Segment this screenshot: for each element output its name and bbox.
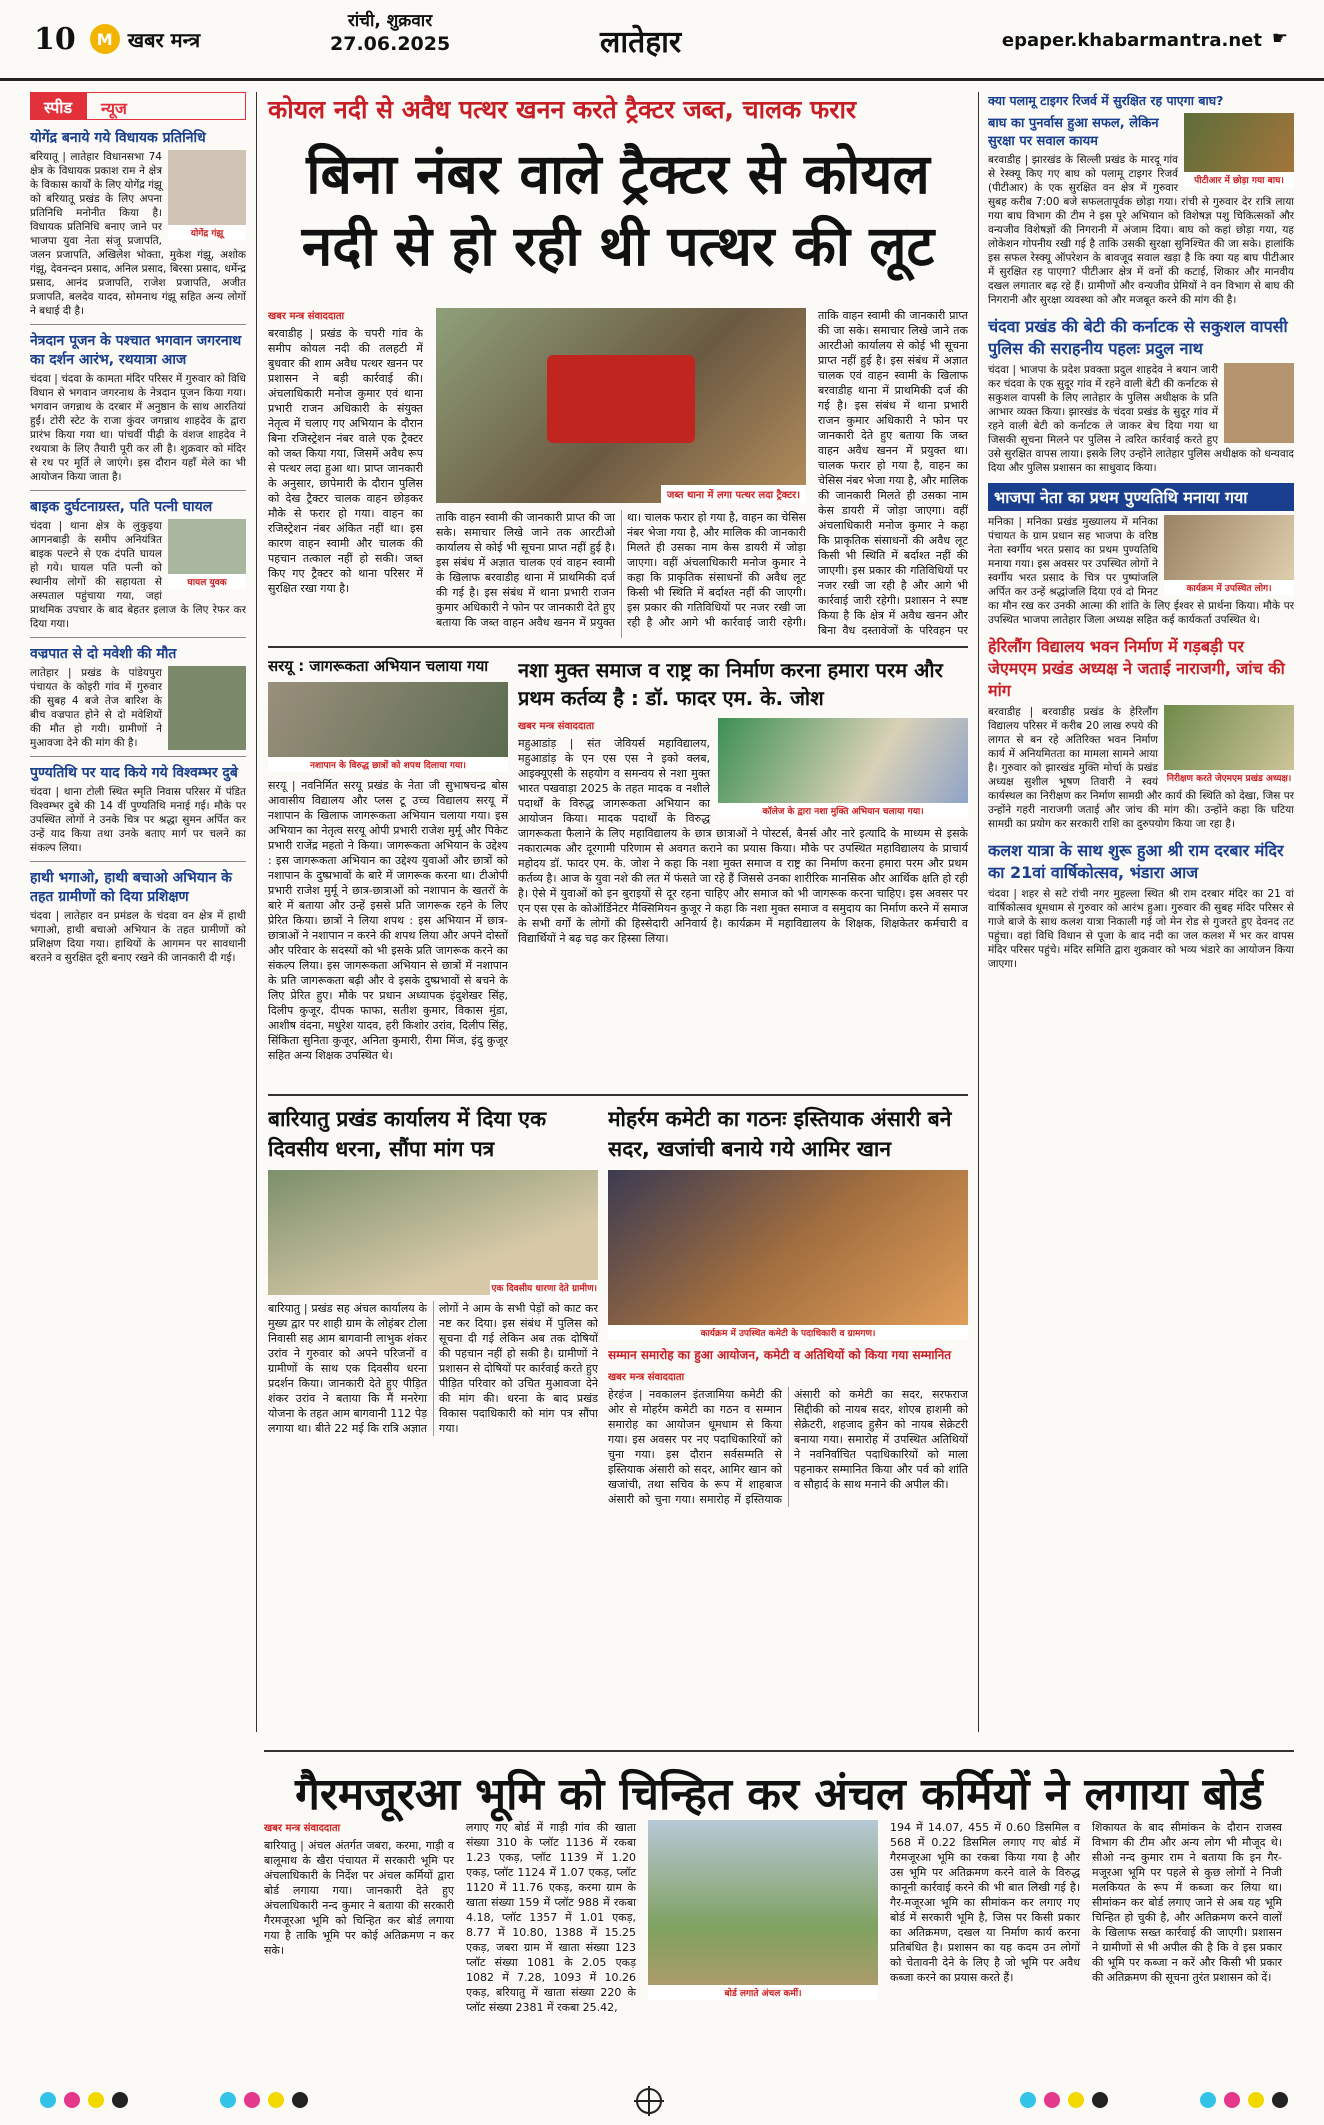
byline: खबर मन्त्र संवाददाता bbox=[608, 1372, 685, 1383]
board-story bbox=[264, 1820, 1294, 2080]
cyan-dot bbox=[1200, 2092, 1216, 2108]
tractor-photo bbox=[436, 308, 806, 503]
school-headline: हेरिलौंग विद्यालय भवन निर्माण में गड़बड़ी पर जेएमएम प्रखंड अध्यक्ष ने जताई नाराजगी, जांच की मांग bbox=[988, 637, 1285, 700]
bjp-headline: भाजपा नेता का प्रथम पुण्यतिथि मनाया गया bbox=[988, 483, 1294, 511]
brief-text: चंदवा | थाना क्षेत्र के लुकुइया आगनबाड़ी के समीप अनियंत्रित बाइक पल्टने से एक दंपति घायल हो गये। घायल पति पत्नी को स्थानीय लोगों की सहायता से अस्पताल पहुंचाया गया, जहां प्राथमिक उपचार के बाद बेहतर इलाज के लिए रेफर कर दिया गया। bbox=[30, 520, 246, 630]
divider bbox=[268, 646, 968, 648]
yellow-dot bbox=[88, 2092, 104, 2108]
lead-column-1 bbox=[268, 308, 423, 638]
brief-item bbox=[30, 763, 246, 855]
speed-news-tab bbox=[30, 92, 246, 120]
board-text-4: शिकायत के बाद सीमांकन के दौरान राजस्व विभाग की टीम और अन्य लोग भी मौजूद थे। सीओ नन्द कुमार राम ने बताया कि इन गैर-मजूरआ भूमि पर पहले से कुछ लोगों ने निजी मलकियत के रूप में कब्जा कर लिया था। सीमांकन कर बोर्ड लगाए जाने से अब यह भूमि चिन्हित हो चुकी है, और अतिक्रमण करने वालों के खिलाफ सख्त कार्रवाई की जाएगी। प्रशासन ने ग्रामीणों से भी अपील की है कि वे इस प्रकार की भूमि पर कब्जा न करें और किसी भी प्रकार की अतिक्रमण की सूचना तुरंत प्रशासन को दें। bbox=[1092, 1821, 1282, 1984]
cattle-photo bbox=[168, 666, 246, 750]
board-text-1: बारियातु | अंचल अंतर्गत जबरा, करमा, गाड़ी व बालूमाथ के खैरा पंचायत में सरकारी भूमि पर अंचलाधिकारी के निर्देश पर अंचल कर्मियों द्वारा बोर्ड लगाया गया। जानकारी देते हुए अंचलाधिकारी नन्द कुमार ने बताया की सरकारी गैरमजूरआ भूमि को चिन्हित कर बोर्ड लगाया गया है ताकि भूमि पर कोई अतिक्रमण न कर सके। bbox=[264, 1839, 454, 1957]
board-headline: गैरमजूरआ भूमि को चिन्हित कर अंचल कर्मियों ने लगाया बोर्ड bbox=[264, 1750, 1294, 1822]
hand-pointer-icon: ☛ bbox=[1271, 28, 1288, 49]
cyan-dot bbox=[40, 2092, 56, 2108]
story-headline: बारियातु प्रखंड कार्यालय में दिया एक दिवसीय धरना, सौंपा मांग पत्र bbox=[268, 1107, 547, 1161]
memorial-photo bbox=[1164, 515, 1294, 595]
tiger-photo bbox=[1184, 113, 1294, 187]
black-dot bbox=[292, 2092, 308, 2108]
page-number: 10 bbox=[34, 21, 76, 57]
brand-logo bbox=[90, 24, 200, 54]
bjp-text: मनिका | मनिका प्रखंड मुख्यालय में मनिका पंचायत के ग्राम प्रधान सह भाजपा के वरिष्ठ नेता स्वर्गीय भरत प्रसाद का प्रथम पुण्यतिथि मनाया गया। इस अवसर पर उपस्थित लोगों ने स्वर्गीय भरत प्रसाद के चित्र पर पुष्पांजलि अर्पित कर उन्हें श्रद्धांजलि दिया एवं दो मिनट का मौन रख कर उनकी आत्मा की शांति के लिए ईश्वर से प्रार्थना किया। मौके पर उपस्थित भाजपा लातेहार जिला अध्यक्ष सहित कई कार्यकर्ता उपस्थित थे। bbox=[988, 516, 1294, 626]
dharna-photo bbox=[268, 1170, 598, 1295]
speed-news-column bbox=[30, 92, 246, 2032]
tiger-kicker: क्या पलामू टाइगर रिजर्व में सुरक्षित रह पाएगा बाघ? bbox=[988, 93, 1224, 108]
lead-column-3 bbox=[818, 308, 968, 638]
portrait-photo bbox=[168, 150, 246, 240]
board-column-1 bbox=[264, 1820, 454, 2015]
cyan-dot bbox=[1020, 2092, 1036, 2108]
lead-column-2 bbox=[436, 510, 806, 638]
brief-text: चंदवा | थाना टोली स्थित स्मृति निवास परिसर में पंडित विश्वम्भर दुबे की 14 वीं पुण्यतिथि मनाई गई। मौके पर उपस्थित लोगों ने उनके चित्र पर श्रद्धा सुमन अर्पित कर उन्हें याद किया तथा उनके बताए मार्ग पर चलने का संकल्प लिया। bbox=[30, 786, 246, 854]
photo-caption: कार्यक्रम में उपस्थित लोग। bbox=[1164, 580, 1294, 595]
news-label: न्यूज bbox=[86, 92, 246, 120]
date: 27.06.2025 bbox=[330, 33, 451, 55]
sarayu-photo bbox=[268, 682, 508, 772]
yellow-dot bbox=[268, 2092, 284, 2108]
board-column-3 bbox=[890, 1820, 1080, 2015]
photo-caption: कॉलेज के द्वारा नशा मुक्ति अभियान चलाया गया। bbox=[718, 803, 968, 818]
board-text-3: 194 में 14.07, 455 में 0.60 डिसमिल व 568 में 0.22 डिसमिल लगाए गए बोर्ड में गैरमजूरआ भूमि का रकबा किया गया है और उस भूमि पर अतिक्रमण करने वाले के विरुद्ध कानूनी कार्रवाई करने की भी बात लिखी गई है। गैर-मजूरआ भूमि का सीमांकन कर लगाए गए बोर्ड में सरकारी भूमि है, जिस पर किसी प्रकार का अतिक्रमण, दखल या निर्माण कार्य करना प्रतिबंधित है। प्रशासन का यह कदम उन लोगों को चेतावनी देने के लिए है जो भूमि पर अवैध कब्जा करने का प्रयास करते हैं। bbox=[890, 1821, 1080, 1984]
byline: खबर मन्त्र संवाददाता bbox=[268, 311, 345, 322]
brief-title: नेत्रदान पूजन के पश्चात भगवान जगरनाथ का दर्शन आरंभ, रथयात्रा आज bbox=[30, 333, 242, 368]
column-divider bbox=[978, 92, 979, 1732]
photo-caption: कार्यक्रम में उपस्थित कमेटी के पदाधिकारी व ग्रामगण। bbox=[608, 1325, 968, 1340]
nasha-story bbox=[518, 656, 968, 1086]
speed-label: स्पीड bbox=[30, 92, 86, 120]
brief-item bbox=[30, 497, 246, 631]
brief-title: बाइक दुर्घटनाग्रस्त, पति पत्नी घायल bbox=[30, 499, 213, 515]
dateline bbox=[330, 8, 450, 55]
photo-caption: एक दिवसीय धारणा देते ग्रामीण। bbox=[490, 1280, 598, 1295]
place: रांची, शुक्रवार bbox=[347, 11, 433, 31]
brief-item bbox=[30, 868, 246, 965]
yellow-dot bbox=[1068, 2092, 1084, 2108]
right-column bbox=[988, 92, 1294, 1742]
brief-text: लातेहार | प्रखंड के पांडेयपुरा पंचायत के कोइरी गांव में गुरुवार की सुबह 4 बजे तेज बारिश के बीच वज्रपात होने से दो मवेशियों की मौत हो गयी। ग्रामीणों ने मुआवजा देने की मांग की है। bbox=[30, 667, 162, 749]
school-text: बरवाडीह | बरवाडीह प्रखंड के हेरिलौंग विद्यालय परिसर में करीब 20 लाख रुपये की लागत से बन रहे अतिरिक्त भवन निर्माण कार्य में अनियमितता का मामला सामने आया है। गुरुवार को झारखंड मुक्ति मोर्चा के प्रखंड अध्यक्ष सुशील भूषण तिवारी ने स्वयं कार्यस्थल का निरीक्षण कर निर्माण सामग्री और कार्य की स्थिति को देखा, जिस पर उन्होंने गहरी नाराजगी जताई और जांच की मांग की। उन्होंने कहा कि घटिया सामग्री का प्रयोग कर सरकारी राशि का दुरुपयोग किया जा रहा है। bbox=[988, 706, 1294, 830]
photo-caption: घायल युवक bbox=[168, 574, 246, 589]
lead-text-2: ताकि वाहन स्वामी की जानकारी प्राप्त की जा सके। समाचार लिखे जाने तक आरटीओ कार्यालय से कोई भी सूचना प्राप्त नहीं हुई है। इस संबंध में अज्ञात चालक एवं वाहन स्वामी के खिलाफ बरवाडीह थाना में प्राथमिकी दर्ज की गई है। इस संबंध में थाना प्रभारी राजन कुमार अधिकारी ने फोन पर जानकारी देते हुए बताया कि जब्त वाहन अवैध खनन में प्रयुक्त था। चालक फरार हो गया है, वाहन का चेसिस नंबर भेजा गया है, और मालिक की जानकारी मिलते ही उसका नाम केस डायरी में जोड़ा जाएगा। वहीं अंचलाधिकारी मनोज कुमार ने कहा कि प्राकृतिक संसाधनों की अवैध लूट किसी भी स्थिति में बर्दाश्त नहीं की जाएगी। इस प्रकार की गतिविधियों पर नजर रखी जा रही है और आगे भी कार्रवाई जारी रहेगी। bbox=[436, 511, 806, 629]
brief-text: चंदवा | चंदवा के कामता मंदिर परिसर में गुरुवार को विधि विधान से भगवान जगरनाथ के नेत्रदान पूजन किया गया। भगवान जगन्नाथ के दरबार में अनुष्ठान के साथ आरतियां हुईं। टोरी स्टेट के राजा कुंवर जगन्नाथ शाहदेव के द्वारा प्रारंभ किया गया था। पांचवीं पीढ़ी के वंशज शाहदेव ने रथयात्रा के लिए तैयारी पूरी कर ली है। शुक्रवार को मंदिर से रथ पर मूर्ति ले जाएंगे। इस दौरान यहाँ मेले का भी आयोजन किया जाता है। bbox=[30, 373, 246, 483]
photo-caption: पीटीआर में छोड़ा गया बाघ। bbox=[1184, 172, 1294, 187]
lead-text-3: ताकि वाहन स्वामी की जानकारी प्राप्त की जा सके। समाचार लिखे जाने तक आरटीओ कार्यालय से कोई भी सूचना प्राप्त नहीं हुई है। इस संबंध में अज्ञात चालक एवं वाहन स्वामी के खिलाफ बरवाडीह थाना में प्राथमिकी दर्ज की गई है। इस संबंध में थाना प्रभारी राजन कुमार अधिकारी ने फोन पर जानकारी देते हुए बताया कि जब्त वाहन अवैध खनन में प्रयुक्त था। चालक फरार हो गया है, वाहन का चेसिस नंबर भेजा गया है, और मालिक की जानकारी मिलते ही उसका नाम केस डायरी में जोड़ा जाएगा। वहीं अंचलाधिकारी मनोज कुमार ने कहा कि प्राकृतिक संसाधनों की अवैध लूट किसी भी स्थिति में बर्दाश्त नहीं की जाएगी। इस प्रकार की गतिविधियों पर नजर रखी जा रही है और आगे भी कार्रवाई जारी रहेगी। प्रशासन ने स्पष्ट किया है कि क्षेत्र में अवैध खनन और बिना वैध दस्तावेजों के परिवहन पर bbox=[818, 309, 968, 637]
story-headline: मोहर्रम कमेटी का गठनः इस्तियाक अंसारी बने सदर, खजांची बनाये गये आमिर खान bbox=[608, 1107, 952, 1161]
crosshair-registration-icon bbox=[636, 2088, 662, 2114]
tiger-subhead: बाघ का पुनर्वास हुआ सफल, लेकिन सुरक्षा पर सवाल कायम bbox=[988, 116, 1159, 149]
board-column-4 bbox=[1092, 1820, 1282, 2015]
tiger-text: बरवाडीह | झारखंड के सिल्ली प्रखंड के मारदू गांव से रेस्क्यू किए गए बाघ को पलामू टाइगर रिजर्व (पीटीआर) के एक सुरक्षित वन क्षेत्र में गुरुवार सुबह करीब 7:00 बजे सफलतापूर्वक छोड़ा गया। रांची से गुरुवार देर रात्रि लाया गया बाघ विभाग की टीम ने इस पूरे अभियान को विशेषज्ञ पशु चिकित्सकों और वन्यजीव विशेषज्ञों की निगरानी में अंजाम दिया। बाघ को कहां छोड़ा गया, यह लोकेशन गोपनीय रखी गई है ताकि उसकी सुरक्षा सुनिश्चित की जा सके। हालांकि इस सफल रेस्क्यू ऑपरेशन के बावजूद सवाल खड़ा है कि क्या यह बाघ पीटीआर में सुरक्षित रह पाएगा? पीटीआर क्षेत्र में वनों की कटाई, शिकार और मानवीय दखल लगातार बढ़ रहे हैं। ग्रामीणों और वन्यजीव प्रेमियों ने वन विभाग से बाघ की निगरानी और सुरक्षा व्यवस्था को और मजबूत करने की मांग की है। bbox=[988, 154, 1294, 306]
photo-caption: बोर्ड लगाते अंचल कर्मी। bbox=[648, 1985, 878, 2000]
lead-headline: बिना नंबर वाले ट्रैक्टर से कोयल नदी से हो रही थी पत्थर की लूट bbox=[301, 142, 935, 278]
chandwa-headline: चंदवा प्रखंड की बेटी की कर्नाटक से सकुशल वापसी पुलिस की सराहनीय पहलः प्रदुल नाथ bbox=[988, 317, 1288, 358]
brief-text: चंदवा | लातेहार वन प्रमंडल के चंदवा वन क्षेत्र में हाथी भगाओ, हाथी बचाओ अभियान के तहत ग्रामीणों को प्रशिक्षण दिया गया। हाथियों के आगमन पर सावधानी बरतने व सुरक्षित दूरी बनाए रखने की जानकारी दी गई। bbox=[30, 910, 246, 964]
tractor-shape bbox=[547, 355, 695, 443]
story-columns bbox=[268, 1301, 598, 1436]
brief-item bbox=[30, 644, 246, 750]
brief-item bbox=[30, 331, 246, 484]
moharram-story bbox=[608, 1104, 968, 1740]
committee-photo bbox=[608, 1170, 968, 1340]
brief-title: वज्रपात से दो मवेशी की मौत bbox=[30, 646, 177, 662]
photo-caption: नशापान के विरुद्ध छात्रों को शपथ दिलाया गया। bbox=[268, 757, 508, 772]
inspection-photo bbox=[1164, 705, 1294, 785]
lead-kicker: कोयल नदी से अवैध पत्थर खनन करते ट्रैक्टर जब्त, चालक फरार bbox=[268, 95, 857, 124]
black-dot bbox=[1272, 2092, 1288, 2108]
story-text: हेरहंज | नवकालन इंतजामिया कमेटी की ओर से मोहर्रम कमेटी का गठन व सम्मान समारोह का आयोजन धूमधाम से किया गया। इस अवसर पर नए पदाधिकारियों को चुना गया। इस दौरान सर्वसम्मति से इस्तियाक अंसारी को सदर, आमिर खान को खजांची, तथा सचिव के रूप में शाहबाज अंसारी को चुना गया। समारोह में इस्तियाक अंसारी को कमेटी का सदर, सरफराज सिद्दीकी को नायब सदर, शोएब हाशमी को सेक्रेटरी, शहजाद हुसैन को नायब सेक्रेटरी बनाया गया। समारोह में उपस्थित अतिथियों ने नवनिर्वाचित पदाधिकारियों को माला पहनाकर सम्मानित किया और पर्व को शांति व सौहार्द के साथ मनाने की अपील की। bbox=[608, 1388, 968, 1506]
section-title: लातेहार bbox=[600, 25, 682, 60]
chandwa-text: चंदवा | भाजपा के प्रदेश प्रवक्ता प्रदुल शाहदेव ने बयान जारी कर चंदवा के एक सुदूर गांव में रहने वाली बेटी की कर्नाटक से सकुशल वापसी के लिए लातेहार के पुलिस अधीक्षक के प्रति आभार व्यक्त किया। झारखंड के चंदवा प्रखंड के सुदूर गांव में रहने वाली बेटी को कर्नाटक ले जाकर बेच दिया गया था जिसकी सूचना मिलने पर पुलिस ने त्वरित कार्रवाई करते हुए उसे सुरक्षित वापस लाया। इसके लिए उन्होंने लातेहार पुलिस अधीक्षक को धन्यवाद दिया और पुलिस प्रशासन का साधुवाद किया। bbox=[988, 364, 1294, 474]
story-text: बारियातु | प्रखंड सह अंचल कार्यालय के मुख्य द्वार पर शाही ग्राम के लोहंबर टोला निवासी सह आम बागवानी लाभुक शंकर उरांव ने गुरुवार को अपने परिजनों व ग्रामीणों के साथ एक दिवसीय धरना प्रदर्शन किया। जानकारी देते हुए पीड़ित शंकर उरांव ने बताया कि मैं मनरेगा योजना के तहत आम बागवानी 112 पेड़ लगाया था। बीते 22 मई कि रात्रि अज्ञात लोगों ने आम के सभी पेड़ों को काट कर नष्ट कर दिया। इस संबंध में पुलिस को सूचना दी गई लेकिन अब तक दोषियों की पहचान नहीं हो सकी है। ग्रामीणों ने प्रशासन से दोषियों पर कार्रवाई करते हुए पीड़ित परिवार को उचित मुआवजा देने की मांग की। धरना के बाद प्रखंड विकास पदाधिकारी को मांग पत्र सौंपा गया। bbox=[268, 1302, 598, 1435]
masthead bbox=[0, 0, 1324, 81]
yellow-dot bbox=[1248, 2092, 1264, 2108]
bariyatu-story bbox=[268, 1104, 598, 1740]
portrait-photo bbox=[1224, 363, 1294, 443]
black-dot bbox=[112, 2092, 128, 2108]
story-columns bbox=[608, 1387, 968, 1507]
accident-photo bbox=[168, 519, 246, 589]
story-text: सरयू | नवनिर्मित सरयू प्रखंड के नेता जी सुभाषचन्द्र बोस आवासीय विद्यालय और प्लस टू उच्च विद्यालय सरयू में नशापान के खिलाफ जागरूकता अभियान चलाया गया। इस अभियान का नेतृत्व सरयू ओपी प्रभारी राजेश मुर्मू और पिकेट प्रभारी राजेंद्र महतो ने किया। जागरूकता अभियान के उद्देश्य : इस जागरूकता अभियान का उद्देश्य युवाओं और छात्रों को नशापान के दुष्प्रभावों के बारे में जागरूक करना था। टीओपी प्रभारी राजेश मुर्मू ने छात्र-छात्राओं को नशापान के खतरों के बारे में बताया और उन्हें इससे प्रति जागरूक रहने के लिए प्रेरित किया। छात्रों ने लिया शपथ : इस अभियान में छात्र-छात्राओं ने नशापान न करने की शपथ लिया और अपने दोस्तों और परिवार के सदस्यों को भी इसके प्रति जागरूक करने का संकल्प लिया। इस जागरूकता अभियान से छात्रों में नशापान के प्रति जागरूकता बढ़ी और वे इसके दुष्प्रभावों से बचने के लिए प्रेरित हुए। मौके पर प्रधान अध्यापक इंदुशेखर सिंह, दिलीप कुजूर, दीपक फाफा, सतीश कुमार, विकास मुंडा, आशीष वंदना, मधुरेश यादव, हरी किशोर उरांव, दिलीप सिंह, सिंकिता सुनिता कुजूर, अनिता कुमारी, रीमा मिंज, इंदु कुजूर सहित अन्य शिक्षक उपस्थित थे। bbox=[268, 779, 508, 1062]
brand-name: खबर मन्त्र bbox=[127, 27, 201, 52]
board-photo-column bbox=[648, 1820, 878, 2015]
sarayu-story bbox=[268, 656, 508, 1086]
kalash-text: चंदवा | शहर से सटे रांची नगर मुहल्ला स्थित श्री राम दरबार मंदिर का 21 वां वार्षिकोत्सव धूमधाम से गुरुवार को आरंभ हुआ। गुरुवार की सुबह मंदिर परिसर से गाजे बाजे के साथ कलश यात्रा निकाली गई जो मेन रोड से गुजरते हुए देवनद तट पहुंचा। वहां विधि विधान से पूजा के बाद नदी का जल कलश में भर कर वापस मंदिर परिसर पहुंचे। मंदिर समिति द्वारा शुक्रवार को भव्य भंडारे का आयोजन किया जाएगा। bbox=[988, 888, 1294, 970]
epaper-link[interactable]: epaper.khabarmantra.net bbox=[1001, 30, 1262, 51]
photo-caption: निरीक्षण करते जेएमएम प्रखंड अध्यक्ष। bbox=[1164, 770, 1294, 785]
magenta-dot bbox=[64, 2092, 80, 2108]
brief-title: हाथी भगाओ, हाथी बचाओ अभियान के तहत ग्रामीणों को दिया प्रशिक्षण bbox=[30, 870, 232, 905]
column-divider bbox=[256, 92, 257, 1732]
brief-title: योगेंद्र बनाये गये विधायक प्रतिनिधि bbox=[30, 130, 206, 146]
brief-title: पुण्यतिथि पर याद किये गये विश्वम्भर दुबे bbox=[30, 765, 238, 781]
story-headline: सरयू : जागरूकता अभियान चलाया गया bbox=[268, 657, 489, 675]
cyan-dot bbox=[220, 2092, 236, 2108]
side-heading: सम्मान समारोह का हुआ आयोजन, कमेटी व अतिथियों को किया गया सम्मानित bbox=[608, 1348, 952, 1362]
kalash-headline: कलश यात्रा के साथ शुरू हुआ श्री राम दरबार मंदिर का 21वां वार्षिकोत्सव, भंडारा आज bbox=[988, 841, 1284, 882]
black-dot bbox=[1092, 2092, 1108, 2108]
byline: खबर मन्त्र संवाददाता bbox=[518, 721, 595, 732]
byline: खबर मन्त्र संवाददाता bbox=[264, 1823, 341, 1834]
magenta-dot bbox=[1224, 2092, 1240, 2108]
board-text-2: लगाए गए बोर्ड में गाड़ी गांव की खाता संख्या 310 के प्लॉट 1136 में रकबा 1.23 एकड़, प्लॉट 1139 में 1.20 एकड़, प्लॉट 1124 में 1.07 एकड़, प्लॉट 1120 में 11.76 एकड़, करमा ग्राम के खाता संख्या 159 में प्लॉट 988 में रकबा 4.18, प्लॉट 1357 में 1.01 एकड़, 8.77 में 10.80, 1388 में 15.25 एकड़, जबरा ग्राम में खाता संख्या 123 प्लॉट संख्या 1081 के 2.05 एकड़ 1082 में 7.28, 1093 में 10.26 एकड़, बरियातु में खाता संख्या 220 के प्लॉट संख्या 2381 में रकबा 25.42, bbox=[466, 1821, 636, 2014]
brief-item bbox=[30, 128, 246, 318]
rally-photo bbox=[718, 718, 968, 818]
logo-icon: M bbox=[90, 24, 120, 54]
lead-text-1: बरवाडीह | प्रखंड के चपरी गांव के समीप कोयल नदी की तलहटी में बुधवार की शाम अवैध पत्थर खनन पर प्रशासन ने बड़ी कार्रवाई की। अंचलाधिकारी मनोज कुमार एवं थाना प्रभारी राजन अधिकारी के संयुक्त नेतृत्व में चलाए गए अभियान के दौरान बिना रजिस्ट्रेशन नंबर वाले एक ट्रैक्टर को जब्त किया गया, जिसमें अवैध रूप से पत्थर लदा हुआ था। प्राप्त जानकारी के अनुसार, छापेमारी के दौरान पुलिस को देख ट्रैक्टर चालक वाहन छोड़कर मौके से फरार हो गया। वाहन का रजिस्ट्रेशन नंबर अंकित नहीं था। इस कारण वाहन स्वामी और चालक की पहचान तत्काल नहीं हो सकी। जब्त किए गए ट्रैक्टर को थाना परिसर में सुरक्षित रखा गया है। bbox=[268, 327, 423, 595]
photo-caption: योगेंद्र गंझू bbox=[168, 225, 246, 240]
board-column-2 bbox=[466, 1820, 636, 2015]
story-text: महुआडांड़ | संत जेवियर्स महाविद्यालय, महुआडांड़ के एन एस एस ने इको क्लब, आइक्यूएसी के सहयोग व समन्वय से नशा मुक्त भारत पखवाड़ा 2025 के तहत मादक व नशीले पदार्थों के विरुद्ध जागरूकता अभियान का आयोजन किया। मादक पदार्थों के विरुद्ध जागरूकता फैलाने के लिए महाविद्यालय के छात्र छात्राओं ने पोस्टर्स, बैनर्स और नारे इत्यादि के माध्यम से इसके नकारात्मक और दूरगामी परिणाम से अवगत कराने का प्रयास किया। मौके पर उपस्थित महाविद्यालय के प्राचार्य महोदय डॉ. फादर एम. के. जोश ने कहा कि नशा मुक्त समाज व राष्ट्र का निर्माण करना हमारा परम और प्रथम कर्तव्य है। आज के युवा नशे की लत में फंसते जा रहे हैं जिससे उनका शारीरिक मानसिक और आर्थिक क्षति हो रही है। ऐसे में युवाओं को इन बुराइयों से दूर रहना चाहिए और समाज को भी जागरूक करना चाहिए। इस अवसर पर एन एस एस के कोऑर्डिनेटर मैक्सिमियन कुजूर ने कहा कि नशा मुक्त समाज व समुदाय का निर्माण करने में समाज के सभी वर्गों के लोगों की हिस्सेदारी अनिवार्य है। कार्यक्रम में महाविद्यालय के शिक्षक, शिक्षकेतर कर्मचारी व विद्यार्थियों ने बढ़ चढ़ कर हिस्सा लिया। bbox=[518, 737, 968, 945]
story-headline: नशा मुक्त समाज व राष्ट्र का निर्माण करना हमारा परम और प्रथम कर्तव्य है : डॉ. फादर एम. के. जोश bbox=[518, 658, 943, 710]
photo-caption: जब्त थाना में लगा पत्थर लदा ट्रैक्टर। bbox=[661, 485, 806, 503]
magenta-dot bbox=[244, 2092, 260, 2108]
board-photo bbox=[648, 1820, 878, 2000]
divider bbox=[268, 1094, 968, 1096]
magenta-dot bbox=[1044, 2092, 1060, 2108]
brief-text: बरियातू | लातेहार विधानसभा 74 क्षेत्र के विधायक प्रकाश राम ने क्षेत्र के विकास कार्यों के लिए योगेंद्र गंझू को बरियातू प्रखंड के लिए अपना प्रतिनिधि मनोनीत किया है। विधायक प्रतिनिधि बनाए जाने पर भाजपा युवा नेता संजू प्रजापति, जलन प्रजापति, अखिलेश भोक्ता, मुकेश गंझू, अशोक गंझू, देवनन्दन प्रसाद, अनिल प्रसाद, बिरसा प्रसाद, धर्मेन्द्र प्रसाद, आनंद प्रजापति, राजेश प्रजापति, अजीत प्रजापति, बलदेव यादव, सोमनाथ गंझू सहित अन्य लोगों ने बधाई दी है। bbox=[30, 151, 246, 317]
